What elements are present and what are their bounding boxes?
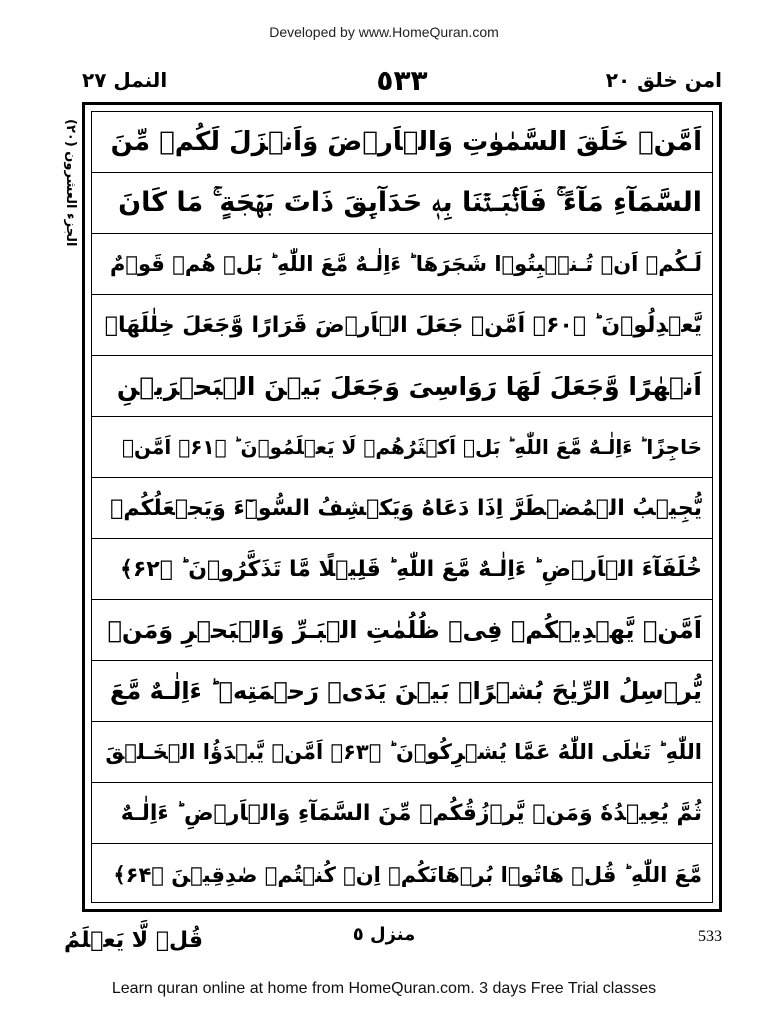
- verse-line: [92, 661, 712, 722]
- text-block: [91, 111, 713, 903]
- page-number: 533: [698, 928, 722, 945]
- verse-line-text: ثُمَّ يُعِيۡدُهٗ وَمَنۡ يَّرۡزُقُكُمۡ مِّنَ السَّمَآءِ وَالۡاَرۡضِ ؕ ءَاِلٰـهٌ: [120, 800, 702, 826]
- verse-line: [92, 417, 712, 478]
- verse-line-text: يَّعۡدِلُوۡنَ ؕ ﴿۶۰﴾ اَمَّنۡ جَعَلَ الۡاَرۡضَ قَرَارًا وَّجَعَلَ خِلٰلَهَاۤ: [104, 312, 702, 338]
- verse-line-text: خُلَفَآءَ الۡاَرۡضِ ؕ ءَاِلٰـهٌ مَّعَ اللّٰهِ ؕ قَلِيۡلًا مَّا تَذَكَّرُوۡنَ ؕ ﴿۶۲﴾: [119, 556, 702, 582]
- page-frame: [82, 102, 722, 912]
- verse-line-text: اَنۡهٰرًا وَّجَعَلَ لَهَا رَوَاسِىَ وَجَعَلَ بَيۡنَ الۡبَحۡرَيۡنِ: [116, 371, 702, 401]
- verse-line-text: لَـكُمۡ اَنۡ تُـنۡۢبِتُوۡا شَجَرَهَا ؕ ءَاِلٰـهٌ مَّعَ اللّٰهِ ؕ بَلۡ هُمۡ قَوۡمٌ: [110, 252, 702, 276]
- surah-name-header: النمل ٢٧: [82, 68, 168, 92]
- verse-line: [92, 539, 712, 600]
- verse-line-text: حَاجِزًا ؕ ءَاِلٰـهٌ مَّعَ اللّٰهِ ؕ بَلۡ اَكۡثَرُهُمۡ لَا يَعۡلَمُوۡنَ ؕ ﴿۶۱﴾ اَمَّنۡ: [122, 435, 702, 459]
- verse-line: [92, 295, 712, 356]
- verse-line: [92, 173, 712, 234]
- verse-line-text: يُّرۡسِلُ الرِّيٰحَ بُشۡرًاۢ بَيۡنَ يَدَىۡ رَحۡمَتِهٖ ؕ ءَاِلٰـهٌ مَّعَ: [109, 677, 702, 705]
- verse-line-text: مَّعَ اللّٰهِ ؕ قُلۡ هَاتُوۡا بُرۡهَانَكُمۡ اِنۡ كُنۡتُمۡ صٰدِقِيۡنَ ﴿۶۴﴾: [113, 862, 702, 887]
- verse-line: [92, 478, 712, 539]
- promo-text: Learn quran online at home from HomeQuran.com. 3 days Free Trial classes: [111, 980, 657, 997]
- page-number-arabic: ٥٣٣: [376, 64, 428, 97]
- verse-line-text: اللّٰهِ ؕ تَعٰلَى اللّٰهُ عَمَّا يُشۡرِكُوۡنَ ؕ ﴿۶۳﴾ اَمَّنۡ يَّبۡدَؤُا الۡخَـلۡقَ: [105, 740, 702, 764]
- verse-line-text: اَمَّنۡ خَلَقَ السَّمٰوٰتِ وَالۡاَرۡضَ وَاَنۡزَلَ لَكُمۡ مِّنَ: [110, 127, 702, 157]
- verse-line-text: يُّجِيۡبُ الۡمُضۡطَرَّ اِذَا دَعَاهُ وَيَكۡشِفُ السُّوۡٓءَ وَيَجۡعَلُكُمۡ: [110, 495, 702, 521]
- manzil-label: منزل ٥: [352, 924, 416, 945]
- verse-line: [92, 600, 712, 661]
- verse-line: [92, 844, 712, 905]
- verse-line: [92, 112, 712, 173]
- verse-line: [92, 356, 712, 417]
- running-header: [82, 64, 722, 100]
- developer-credit: Developed by www.HomeQuran.com: [269, 24, 499, 40]
- juz-marker: الجزء العشرون (٢٠): [63, 119, 78, 247]
- juz-name-header: امن خلق ٢٠: [605, 68, 722, 92]
- verse-line-text: اَمَّنۡ يَّهۡدِيۡكُمۡ فِىۡ ظُلُمٰتِ الۡبَـرِّ وَالۡبَحۡرِ وَمَنۡ: [107, 616, 702, 644]
- verse-line: [92, 722, 712, 783]
- verse-line: [92, 783, 712, 844]
- verse-line-text: السَّمَآءِ مَآءً ۚ فَاَنۡۢبَـتۡنَا بِهٖ حَدَآٮِٕقَ ذَاتَ بَهۡجَةٍ ۚ مَا كَانَ: [118, 187, 702, 218]
- verse-line: [92, 234, 712, 295]
- catchword: قُلۡ لَّا يَعۡلَمُ: [64, 928, 204, 953]
